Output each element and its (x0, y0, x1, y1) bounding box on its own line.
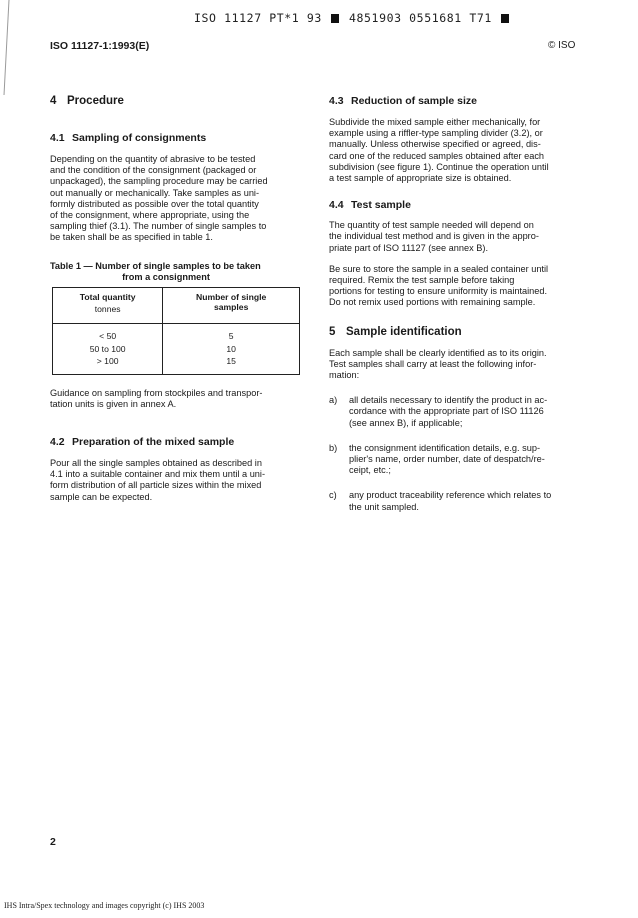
sample-count-value: 5 (228, 331, 234, 342)
section-4-2-paragraph (50, 458, 302, 503)
text-line: 4.1 into a suitable container and mix them until a uni- (50, 469, 266, 480)
header-number-label-1: Number of single (196, 292, 267, 303)
text-line: sample can be expected. (50, 491, 153, 502)
text-line: priate part of ISO 11127 (see annex B). (329, 242, 488, 253)
section-4-1-paragraph (50, 154, 302, 244)
table-body-row (53, 324, 300, 375)
text-line: all details necessary to identify the product in ac- (349, 395, 548, 406)
text-line: sampling thief (3.1). The number of single samples to (50, 221, 267, 232)
text-line: unpackaged), the sampling procedure may be carried (50, 176, 268, 187)
quantity-value: 50 to 100 (89, 343, 126, 354)
text-line: the individual test method and is given in the appro- (329, 231, 539, 242)
table-caption-line-1: Table 1 — Number of single samples to be taken (50, 260, 261, 271)
text-line: tation units is given in annex A. (50, 398, 177, 409)
barcode-block-icon (501, 14, 509, 23)
section-4-2-heading (50, 436, 302, 448)
text-line: any product traceability reference which relates to (349, 490, 552, 501)
text-line: be taken shall be as specified in table 1. (50, 232, 213, 243)
document-id: ISO 11127-1:1993(E) (50, 40, 150, 52)
barcode-text-2: 4851903 0551681 T71 (348, 11, 492, 25)
sample-count-table (52, 287, 300, 375)
section-4-3-title: Reduction of sample size (351, 95, 478, 107)
section-5-heading (329, 326, 581, 338)
text-line: formly distributed as possible over the total quantity (50, 198, 259, 209)
list-marker: b) (329, 442, 338, 453)
section-4-1-title: Sampling of consignments (72, 132, 207, 144)
section-4-4-heading (329, 199, 581, 211)
text-line: the consignment identification details, e.g. sup- (349, 442, 541, 453)
header-total-quantity-label: Total quantity (79, 292, 136, 303)
section-4-title: Procedure (67, 95, 124, 107)
section-4-4-number: 4.4 (329, 199, 344, 212)
barcode-text-1: ISO 11127 PT*1 93 (194, 11, 322, 25)
text-line: Test samples shall carry at least the following infor- (329, 358, 537, 369)
section-4-2-number: 4.2 (50, 435, 65, 448)
sample-count-value: 15 (226, 356, 236, 367)
barcode-block-icon (331, 14, 339, 23)
section-4-4-paragraph-2 (329, 264, 581, 309)
section-4-heading (50, 95, 302, 107)
list-item-a (329, 395, 581, 429)
text-line: Subdivide the mixed sample either mechanically, for (329, 117, 541, 127)
text-line: Be sure to store the sample in a sealed container until (329, 263, 549, 274)
right-column (329, 95, 581, 513)
list-marker: a) (329, 395, 338, 406)
text-line: Do not remix used portions with remaining sample. (329, 297, 536, 308)
header-total-quantity (53, 288, 163, 324)
section-4-4-title: Test sample (351, 199, 411, 212)
text-line: manually. Unless otherwise specified or agreed, dis- (329, 139, 541, 150)
text-line: a test sample of appropriate size is obtained. (329, 173, 512, 184)
sample-count-value: 10 (226, 343, 236, 354)
table-caption-line-2: from a consignment (122, 271, 210, 282)
section-4-2-title: Preparation of the mixed sample (72, 435, 235, 448)
sample-count-cell (163, 324, 300, 375)
header-number-label-2: samples (213, 302, 249, 313)
section-4-3-paragraph (329, 117, 581, 184)
text-line: out manually or mechanically. Take samples as uni- (50, 187, 260, 198)
quantity-value: < 50 (99, 331, 117, 342)
text-line: (see annex B), if applicable; (349, 417, 463, 428)
quantity-value: > 100 (96, 356, 119, 367)
table-header-row (53, 288, 300, 324)
header-number-of-samples (163, 288, 300, 324)
guidance-paragraph (50, 388, 302, 410)
text-line: Depending on the quantity of abrasive to be tested (50, 154, 256, 164)
list-item-b (329, 443, 581, 477)
left-column (50, 95, 302, 503)
section-4-4-paragraph-1 (329, 220, 581, 254)
text-line: subdivision (see figure 1). Continue the operation until (329, 161, 549, 172)
section-4-number: 4 (50, 95, 57, 107)
quantity-cell (53, 324, 163, 375)
text-line: form distribution of all particle sizes within the mixed (50, 480, 262, 491)
copyright-footer: IHS Intra/Spex technology and images copyright (c) IHS 2003 (4, 901, 205, 910)
barcode-line (194, 11, 604, 25)
section-4-3-heading (329, 95, 581, 107)
text-line: the unit sampled. (349, 501, 419, 512)
text-line: Guidance on sampling from stockpiles and transpor- (50, 387, 263, 398)
section-5-number: 5 (329, 325, 336, 338)
section-5-title: Sample identification (346, 325, 462, 338)
copyright-mark: © ISO (548, 40, 576, 51)
text-line: card one of the reduced samples obtained after each (329, 150, 545, 161)
scan-edge-line (4, 0, 10, 95)
section-4-3-number: 4.3 (329, 95, 344, 107)
section-4-1-heading (50, 132, 302, 144)
text-line: ceipt, etc.; (349, 465, 391, 476)
text-line: Each sample shall be clearly identified as to its origin. (329, 347, 547, 358)
list-item-c (329, 490, 581, 512)
section-5-paragraph (329, 348, 581, 382)
text-line: The quantity of test sample needed will depend on (329, 220, 534, 231)
text-line: mation: (329, 370, 360, 381)
text-line: plier's name, order number, date of despatch/re- (349, 454, 545, 465)
text-line: example using a riffler-type sampling divider (3.2), or (329, 128, 543, 139)
section-4-1-number: 4.1 (50, 132, 65, 144)
text-line: of the consignment, where appropriate, using the (50, 210, 250, 221)
table-1-caption (50, 261, 302, 283)
page-number: 2 (50, 836, 56, 848)
text-line: required. Remix the test sample before taking (329, 275, 515, 286)
list-marker: c) (329, 490, 337, 501)
header-unit-tonnes: tonnes (94, 304, 121, 315)
text-line: Pour all the single samples obtained as described in (50, 457, 262, 468)
text-line: portions for testing to ensure uniformity is maintained. (329, 286, 548, 297)
text-line: cordance with the appropriate part of ISO 11126 (349, 406, 544, 417)
text-line: and the condition of the consignment (packaged or (50, 165, 257, 176)
